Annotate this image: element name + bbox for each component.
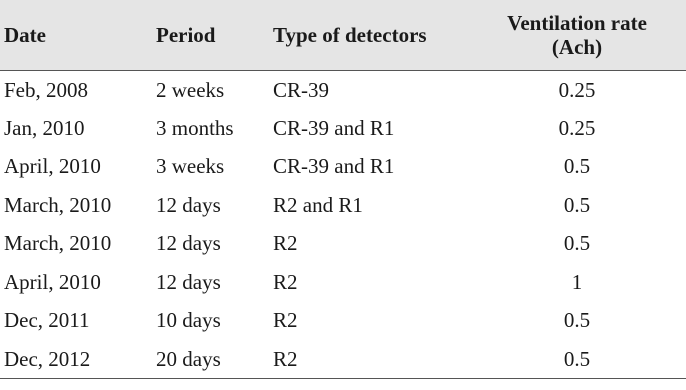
table-row <box>0 263 686 302</box>
cell-period: 3 months <box>156 115 234 140</box>
cell-ventilation: 0.25 <box>558 77 596 102</box>
cell-date: Feb, 2008 <box>4 77 88 102</box>
header-row <box>0 0 686 70</box>
table-row <box>0 186 686 225</box>
header-period: Period <box>152 0 269 70</box>
table-header <box>0 0 686 70</box>
cell-ventilation: 0.25 <box>558 115 596 140</box>
header-ventilation-rate-line1: Ventilation rate <box>507 10 647 35</box>
cell-period: 2 weeks <box>156 77 225 102</box>
cell-date: Dec, 2012 <box>0 340 152 379</box>
cell-period: 12 days <box>156 192 221 217</box>
cell-period: 12 days <box>156 231 221 256</box>
cell-type: R2 <box>273 269 298 294</box>
cell-ventilation: 0.5 <box>563 192 591 217</box>
cell-type: CR-39 and R1 <box>273 154 395 179</box>
table-body <box>0 70 686 378</box>
cell-period: 12 days <box>156 269 221 294</box>
cell-type: R2 and R1 <box>273 192 363 217</box>
cell-date: Dec, 2011 <box>4 308 90 333</box>
header-ventilation-rate-unit: (Ach) <box>551 34 603 59</box>
cell-ventilation: 1 <box>571 269 583 294</box>
cell-period: 3 weeks <box>156 154 225 179</box>
cell-date: April, 2010 <box>4 154 101 179</box>
table-row <box>0 224 686 263</box>
cell-date: April, 2010 <box>4 269 101 294</box>
header-date: Date <box>0 0 152 70</box>
cell-type: R2 <box>273 231 298 256</box>
cell-date: March, 2010 <box>4 192 112 217</box>
header-type-of-detectors: Type of detectors <box>269 0 474 70</box>
cell-date: March, 2010 <box>4 231 112 256</box>
cell-date: Jan, 2010 <box>4 115 85 140</box>
table-row <box>0 147 686 186</box>
cell-type: R2 <box>273 308 298 333</box>
cell-period: 10 days <box>156 308 221 333</box>
table-row <box>0 109 686 148</box>
header-ventilation-rate <box>474 0 686 70</box>
cell-type: CR-39 <box>273 77 330 102</box>
cell-ventilation: 0.5 <box>563 154 591 179</box>
cell-type: R2 <box>269 340 474 379</box>
table-row <box>0 340 686 379</box>
cell-ventilation: 0.5 <box>563 231 591 256</box>
cell-ventilation: 0.5 <box>563 308 591 333</box>
table-row <box>0 301 686 340</box>
table-row <box>0 70 686 109</box>
cell-ventilation: 0.5 <box>474 340 686 379</box>
cell-type: CR-39 and R1 <box>273 115 395 140</box>
cell-period: 20 days <box>152 340 269 379</box>
